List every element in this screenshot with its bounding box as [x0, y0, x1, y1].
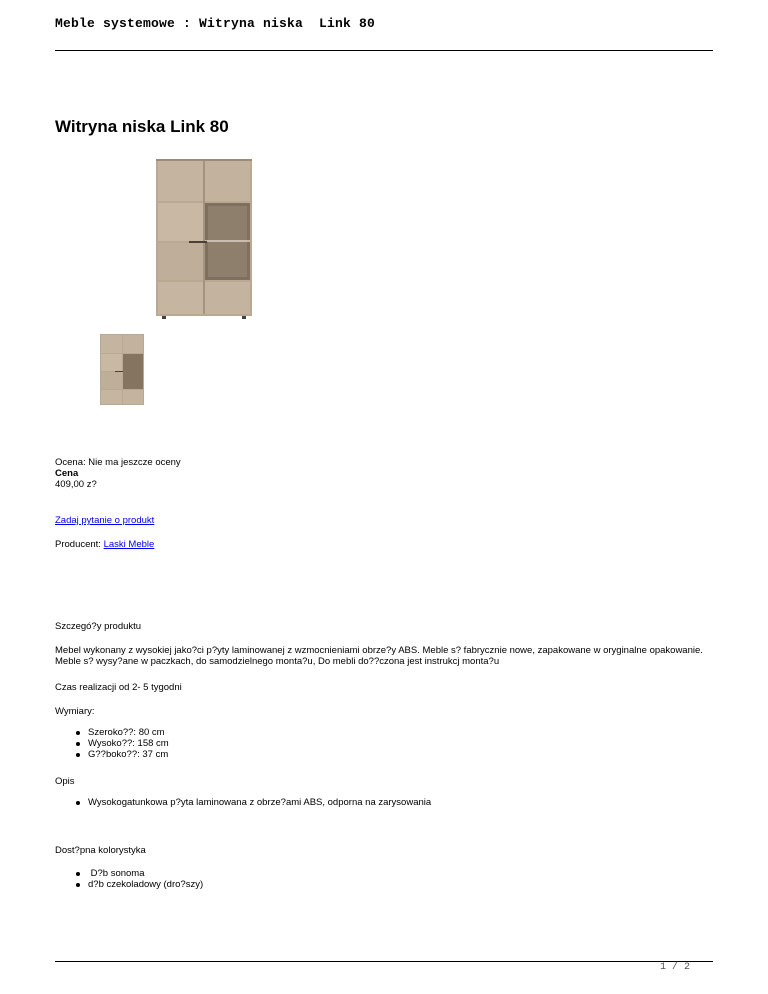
list-item: Szeroko??: 80 cm — [88, 727, 169, 738]
opis-list — [55, 797, 431, 808]
rating-text: Ocena: Nie ma jeszcze oceny — [55, 457, 181, 468]
dimensions-list — [55, 727, 169, 760]
list-item: Wysoko??: 158 cm — [88, 738, 169, 749]
product-thumbnail-image[interactable] — [98, 333, 146, 407]
list-item: d?b czekoladowy (dro?szy) — [88, 879, 204, 890]
list-item: D?b sonoma — [88, 868, 203, 879]
list-item: G??boko??: 37 cm — [88, 749, 169, 760]
dimensions-heading: Wymiary: — [55, 706, 95, 717]
page-number: 1 / 2 — [660, 962, 691, 973]
producer-line — [55, 539, 154, 550]
colors-heading: Dost?pna kolorystyka — [55, 845, 146, 856]
price-value: 409,00 z? — [55, 479, 97, 490]
details-heading: Szczegó?y produktu — [55, 621, 142, 632]
producer-label: Producent: — [55, 539, 104, 550]
lead-time-text: Czas realizacji od 2- 5 tygodni — [55, 682, 182, 693]
list-item: Wysokogatunkowa p?yta laminowana z obrze?ami ABS, odporna na zarysowania — [88, 797, 432, 808]
opis-heading: Opis — [55, 776, 75, 787]
header-divider — [55, 50, 713, 51]
page-header-title: Meble systemowe : Witryna niska Link 80 — [55, 16, 376, 31]
price-label: Cena — [55, 468, 79, 479]
colors-list — [55, 868, 203, 890]
ask-question-link[interactable]: Zadaj pytanie o produkt — [55, 515, 155, 526]
footer-divider — [55, 961, 713, 962]
product-description: Mebel wykonany z wysokiej jako?ci p?yty laminowanej z wzmocnieniami obrze?y ABS. Meble s? fabrycznie nowe, zapakowane w oryginalne opakowanie. Meble s? wysy?ane w paczkach, do samodzielnego monta?u, Do mebli do??czona jest instrukcj monta?u — [55, 645, 703, 667]
product-main-image[interactable] — [152, 157, 256, 322]
producer-link[interactable]: Laski Meble — [103, 539, 155, 550]
product-title: Witryna niska Link 80 — [55, 117, 229, 136]
